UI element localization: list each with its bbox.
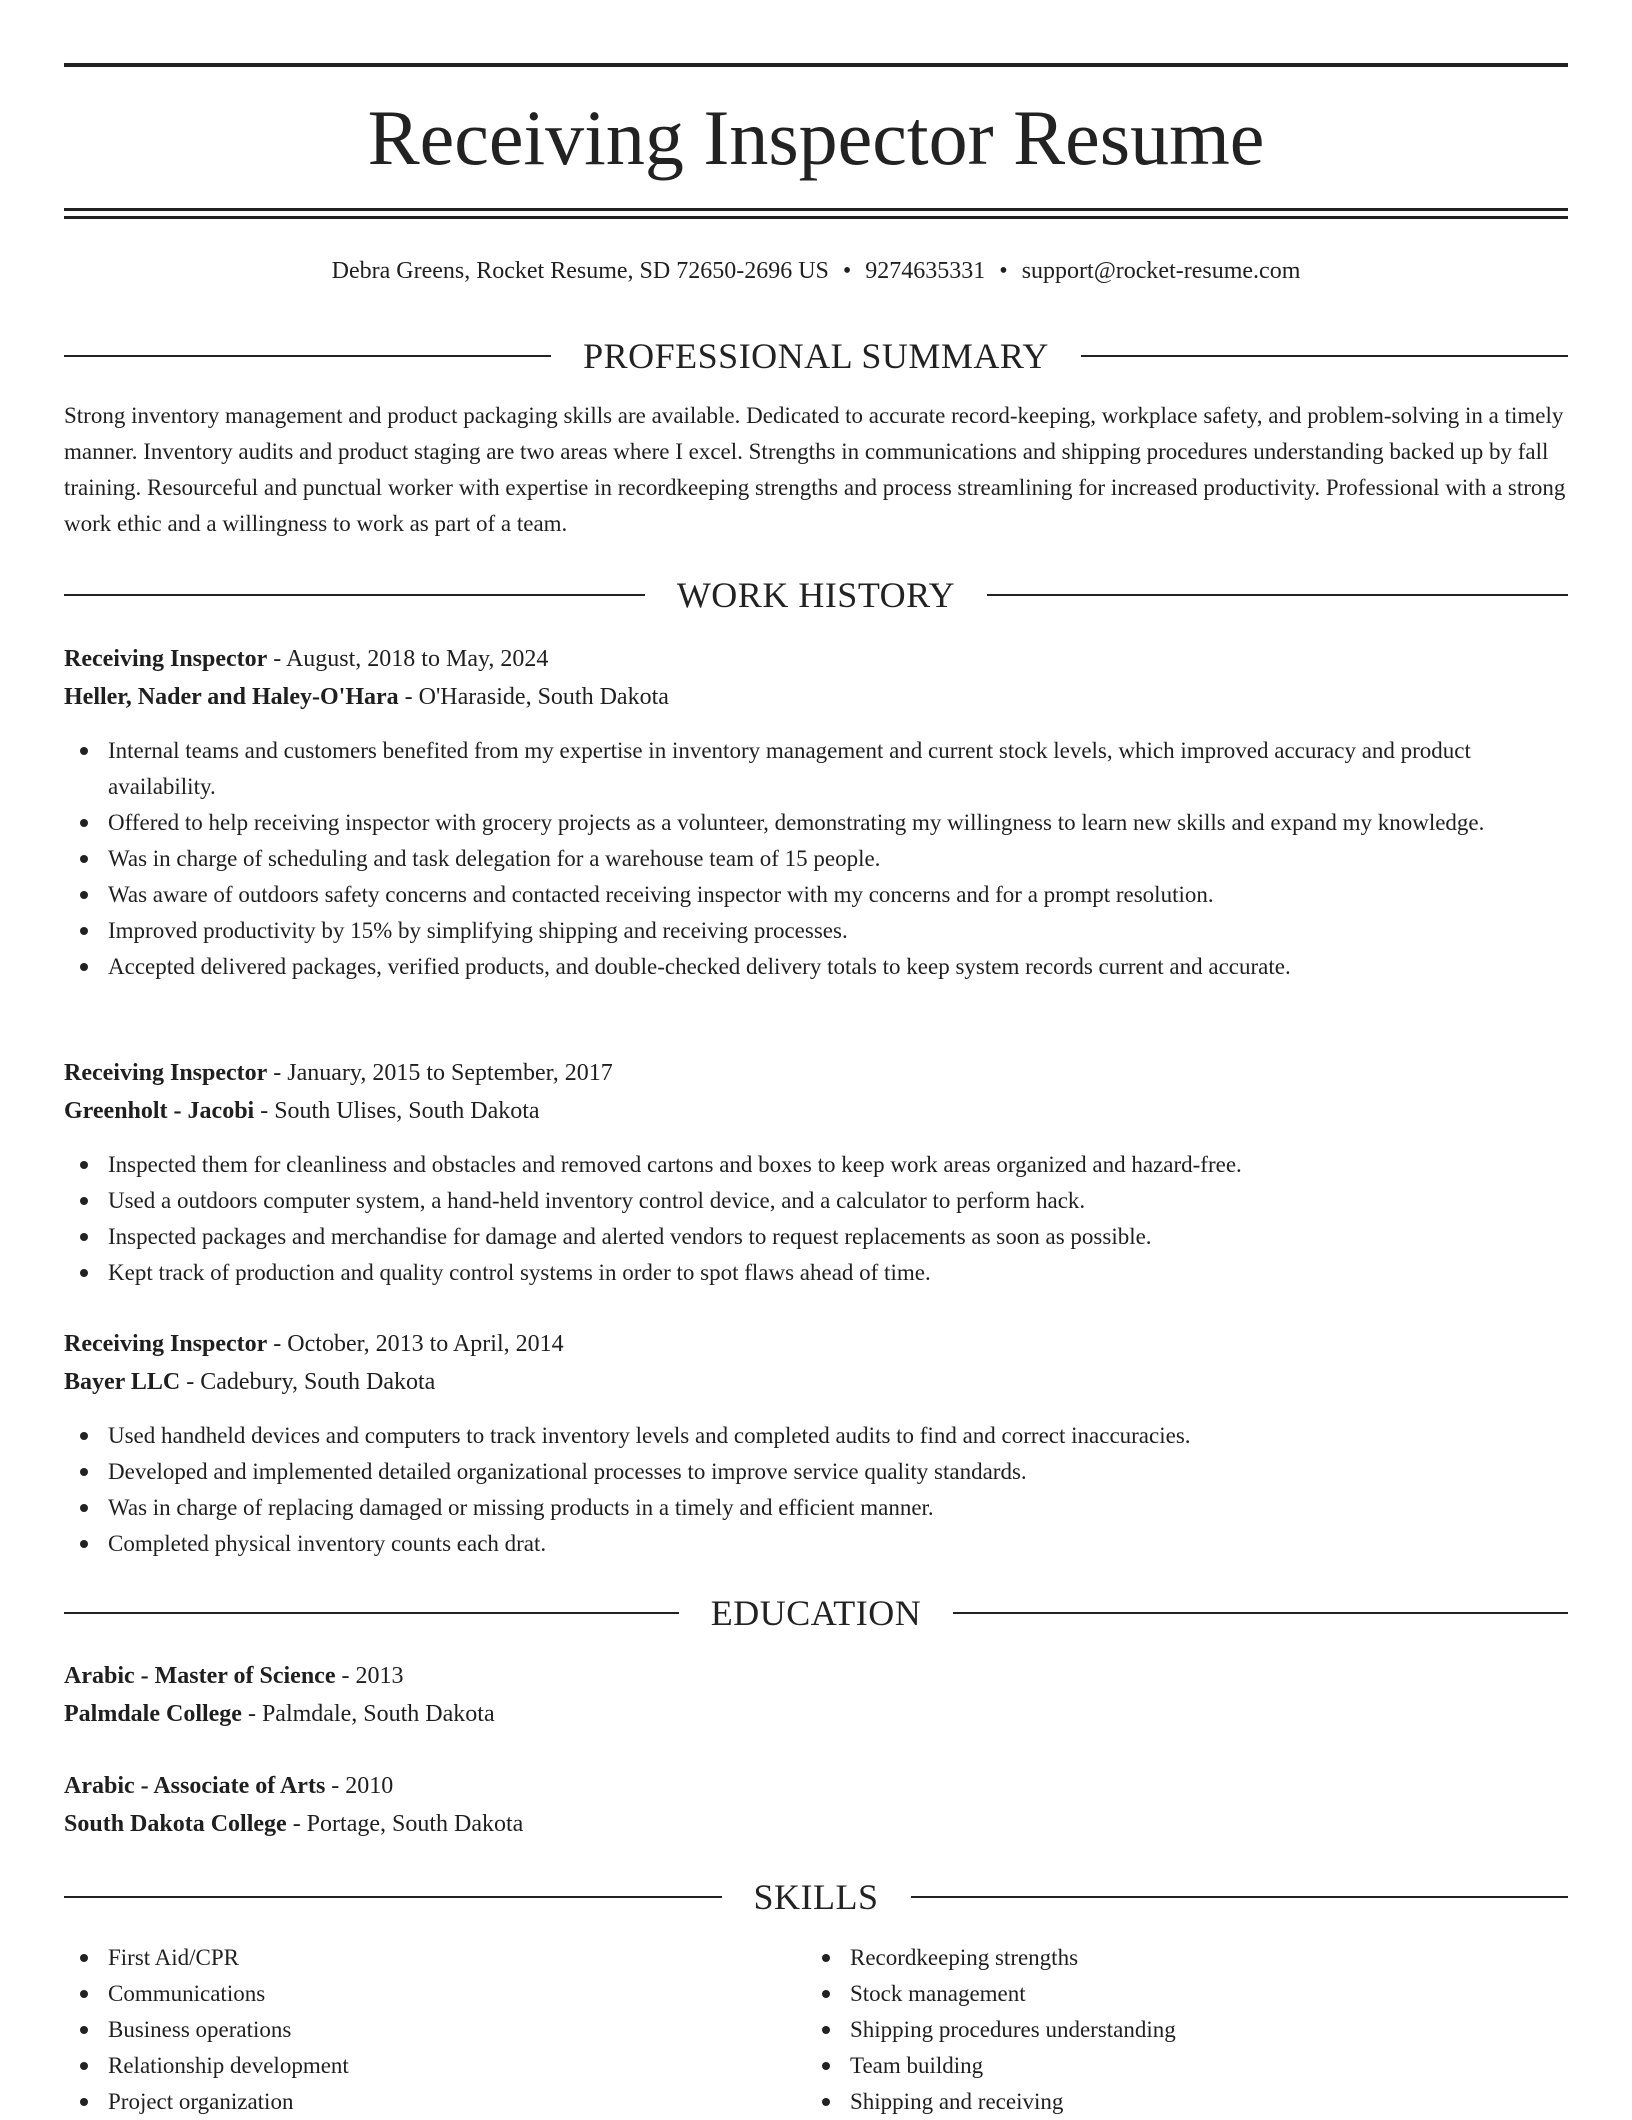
job-bullet: Internal teams and customers benefited from my expertise in inventory management and current stock levels, which improved accuracy and product availability. [64, 733, 1568, 805]
section-heading-summary [64, 334, 1568, 378]
job-title-line [64, 1054, 1568, 1092]
job-title-line [64, 1325, 1568, 1363]
skill-item: Project organization [64, 2084, 806, 2120]
heading-rule-left [64, 355, 551, 357]
job-bullet: Used a outdoors computer system, a hand-held inventory control device, and a calculator to perform hack. [64, 1183, 1568, 1219]
job-entry [64, 1325, 1568, 1401]
education-location: - Palmdale, South Dakota [241, 1701, 495, 1727]
job-entry [64, 640, 1568, 716]
job-title: Receiving Inspector [64, 1331, 268, 1357]
heading-rule-right [911, 1896, 1569, 1898]
skills-list [64, 1940, 1568, 2120]
summary-text: Strong inventory management and product packaging skills are available. Dedicated to accurate record-keeping, workplace safety, and problem-solving in a timely manner. Inventory audits and product staging are two areas where I excel. Strengths in communications and shipping procedures understanding backed up by fall training. Resourceful and punctual worker with expertise in recordkeeping strengths and process streamlining for increased productivity. Professional with a strong work ethic and a willingness to work as part of a team. [64, 403, 1566, 536]
education-school-line [64, 1695, 1568, 1733]
job-title: Receiving Inspector [64, 1060, 268, 1086]
skill-item: First Aid/CPR [64, 1940, 806, 1976]
skill-item: Business operations [64, 2012, 806, 2048]
job-bullet: Used handheld devices and computers to track inventory levels and completed audits to find and correct inaccuracies. [64, 1418, 1568, 1454]
skill-item: Recordkeeping strengths [806, 1940, 1548, 1976]
skill-item: Shipping and receiving [806, 2084, 1548, 2120]
section-heading-work-history [64, 573, 1568, 617]
contact-line [64, 256, 1568, 286]
job-company-line [64, 678, 1568, 716]
job-bullet: Improved productivity by 15% by simplifying shipping and receiving processes. [64, 913, 1568, 949]
contact-address: Debra Greens, Rocket Resume, SD 72650-2696 US [331, 258, 829, 284]
heading-rule-left [64, 1612, 679, 1614]
job-dates: - August, 2018 to May, 2024 [267, 646, 549, 672]
education-degree: Arabic - Master of Science [64, 1663, 336, 1689]
job-title-line [64, 640, 1568, 678]
job-bullet: Kept track of production and quality control systems in order to spot flaws ahead of time. [64, 1255, 1568, 1291]
skill-item: Relationship development [64, 2048, 806, 2084]
education-school: South Dakota College [64, 1811, 287, 1837]
job-bullet: Developed and implemented detailed organizational processes to improve service quality standards. [64, 1454, 1568, 1490]
job-location: - O'Haraside, South Dakota [398, 684, 669, 710]
skill-item: Shipping procedures understanding [806, 2012, 1548, 2048]
heading-rule-right [953, 1612, 1568, 1614]
contact-separator: • [999, 258, 1008, 284]
job-company-line [64, 1363, 1568, 1401]
job-dates: - January, 2015 to September, 2017 [267, 1060, 613, 1086]
education-degree-line [64, 1767, 1568, 1805]
job-company: Heller, Nader and Haley-O'Hara [64, 684, 399, 710]
skills-column-left [64, 1940, 806, 2120]
job-bullet: Inspected packages and merchandise for damage and alerted vendors to request replacements as soon as possible. [64, 1219, 1568, 1255]
summary-block [64, 398, 1568, 542]
title-rule-upper [64, 208, 1568, 211]
contact-phone: 9274635331 [865, 258, 986, 284]
section-heading-education [64, 1591, 1568, 1635]
job-bullets [64, 1147, 1568, 1291]
education-school-line [64, 1805, 1568, 1843]
section-heading-skills [64, 1875, 1568, 1919]
job-entry [64, 1054, 1568, 1130]
education-school: Palmdale College [64, 1701, 242, 1727]
resume-title: Receiving Inspector Resume [367, 94, 1265, 181]
section-title: WORK HISTORY [676, 575, 956, 615]
education-entry [64, 1657, 1568, 1733]
job-bullet: Was in charge of replacing damaged or missing products in a timely and efficient manner. [64, 1490, 1568, 1526]
job-bullets [64, 733, 1568, 985]
section-title: SKILLS [753, 1877, 879, 1917]
education-year: - 2013 [335, 1663, 404, 1689]
heading-rule-left [64, 1896, 722, 1898]
section-title: PROFESSIONAL SUMMARY [583, 336, 1049, 376]
job-title: Receiving Inspector [64, 646, 268, 672]
contact-email[interactable]: support@rocket-resume.com [1021, 258, 1301, 284]
job-bullet: Offered to help receiving inspector with grocery projects as a volunteer, demonstrating my willingness to learn new skills and expand my knowledge. [64, 805, 1568, 841]
job-company: Greenholt - Jacobi [64, 1098, 255, 1124]
job-company: Bayer LLC [64, 1369, 181, 1395]
job-company-line [64, 1092, 1568, 1130]
job-bullet: Accepted delivered packages, verified products, and double-checked delivery totals to keep system records current and accurate. [64, 949, 1568, 985]
skill-item: Stock management [806, 1976, 1548, 2012]
skill-item: Communications [64, 1976, 806, 2012]
skills-column-right [806, 1940, 1548, 2120]
education-degree-line [64, 1657, 1568, 1695]
education-year: - 2010 [325, 1773, 394, 1799]
skill-item: Team building [806, 2048, 1548, 2084]
job-bullet: Inspected them for cleanliness and obstacles and removed cartons and boxes to keep work areas organized and hazard-free. [64, 1147, 1568, 1183]
job-location: - Cadebury, South Dakota [180, 1369, 436, 1395]
section-title: EDUCATION [710, 1593, 922, 1633]
job-bullet: Was in charge of scheduling and task delegation for a warehouse team of 15 people. [64, 841, 1568, 877]
job-dates: - October, 2013 to April, 2014 [267, 1331, 564, 1357]
education-location: - Portage, South Dakota [286, 1811, 524, 1837]
education-degree: Arabic - Associate of Arts [64, 1773, 326, 1799]
job-bullet: Was aware of outdoors safety concerns and contacted receiving inspector with my concerns and for a prompt resolution. [64, 877, 1568, 913]
title-rule-lower [64, 216, 1568, 219]
job-bullets [64, 1418, 1568, 1562]
education-entry [64, 1767, 1568, 1843]
heading-rule-right [1081, 355, 1568, 357]
contact-separator: • [842, 258, 852, 284]
heading-rule-right [987, 594, 1568, 596]
top-rule [64, 63, 1568, 67]
job-bullet: Completed physical inventory counts each drat. [64, 1526, 1568, 1562]
job-location: - South Ulises, South Dakota [254, 1098, 540, 1124]
heading-rule-left [64, 594, 645, 596]
